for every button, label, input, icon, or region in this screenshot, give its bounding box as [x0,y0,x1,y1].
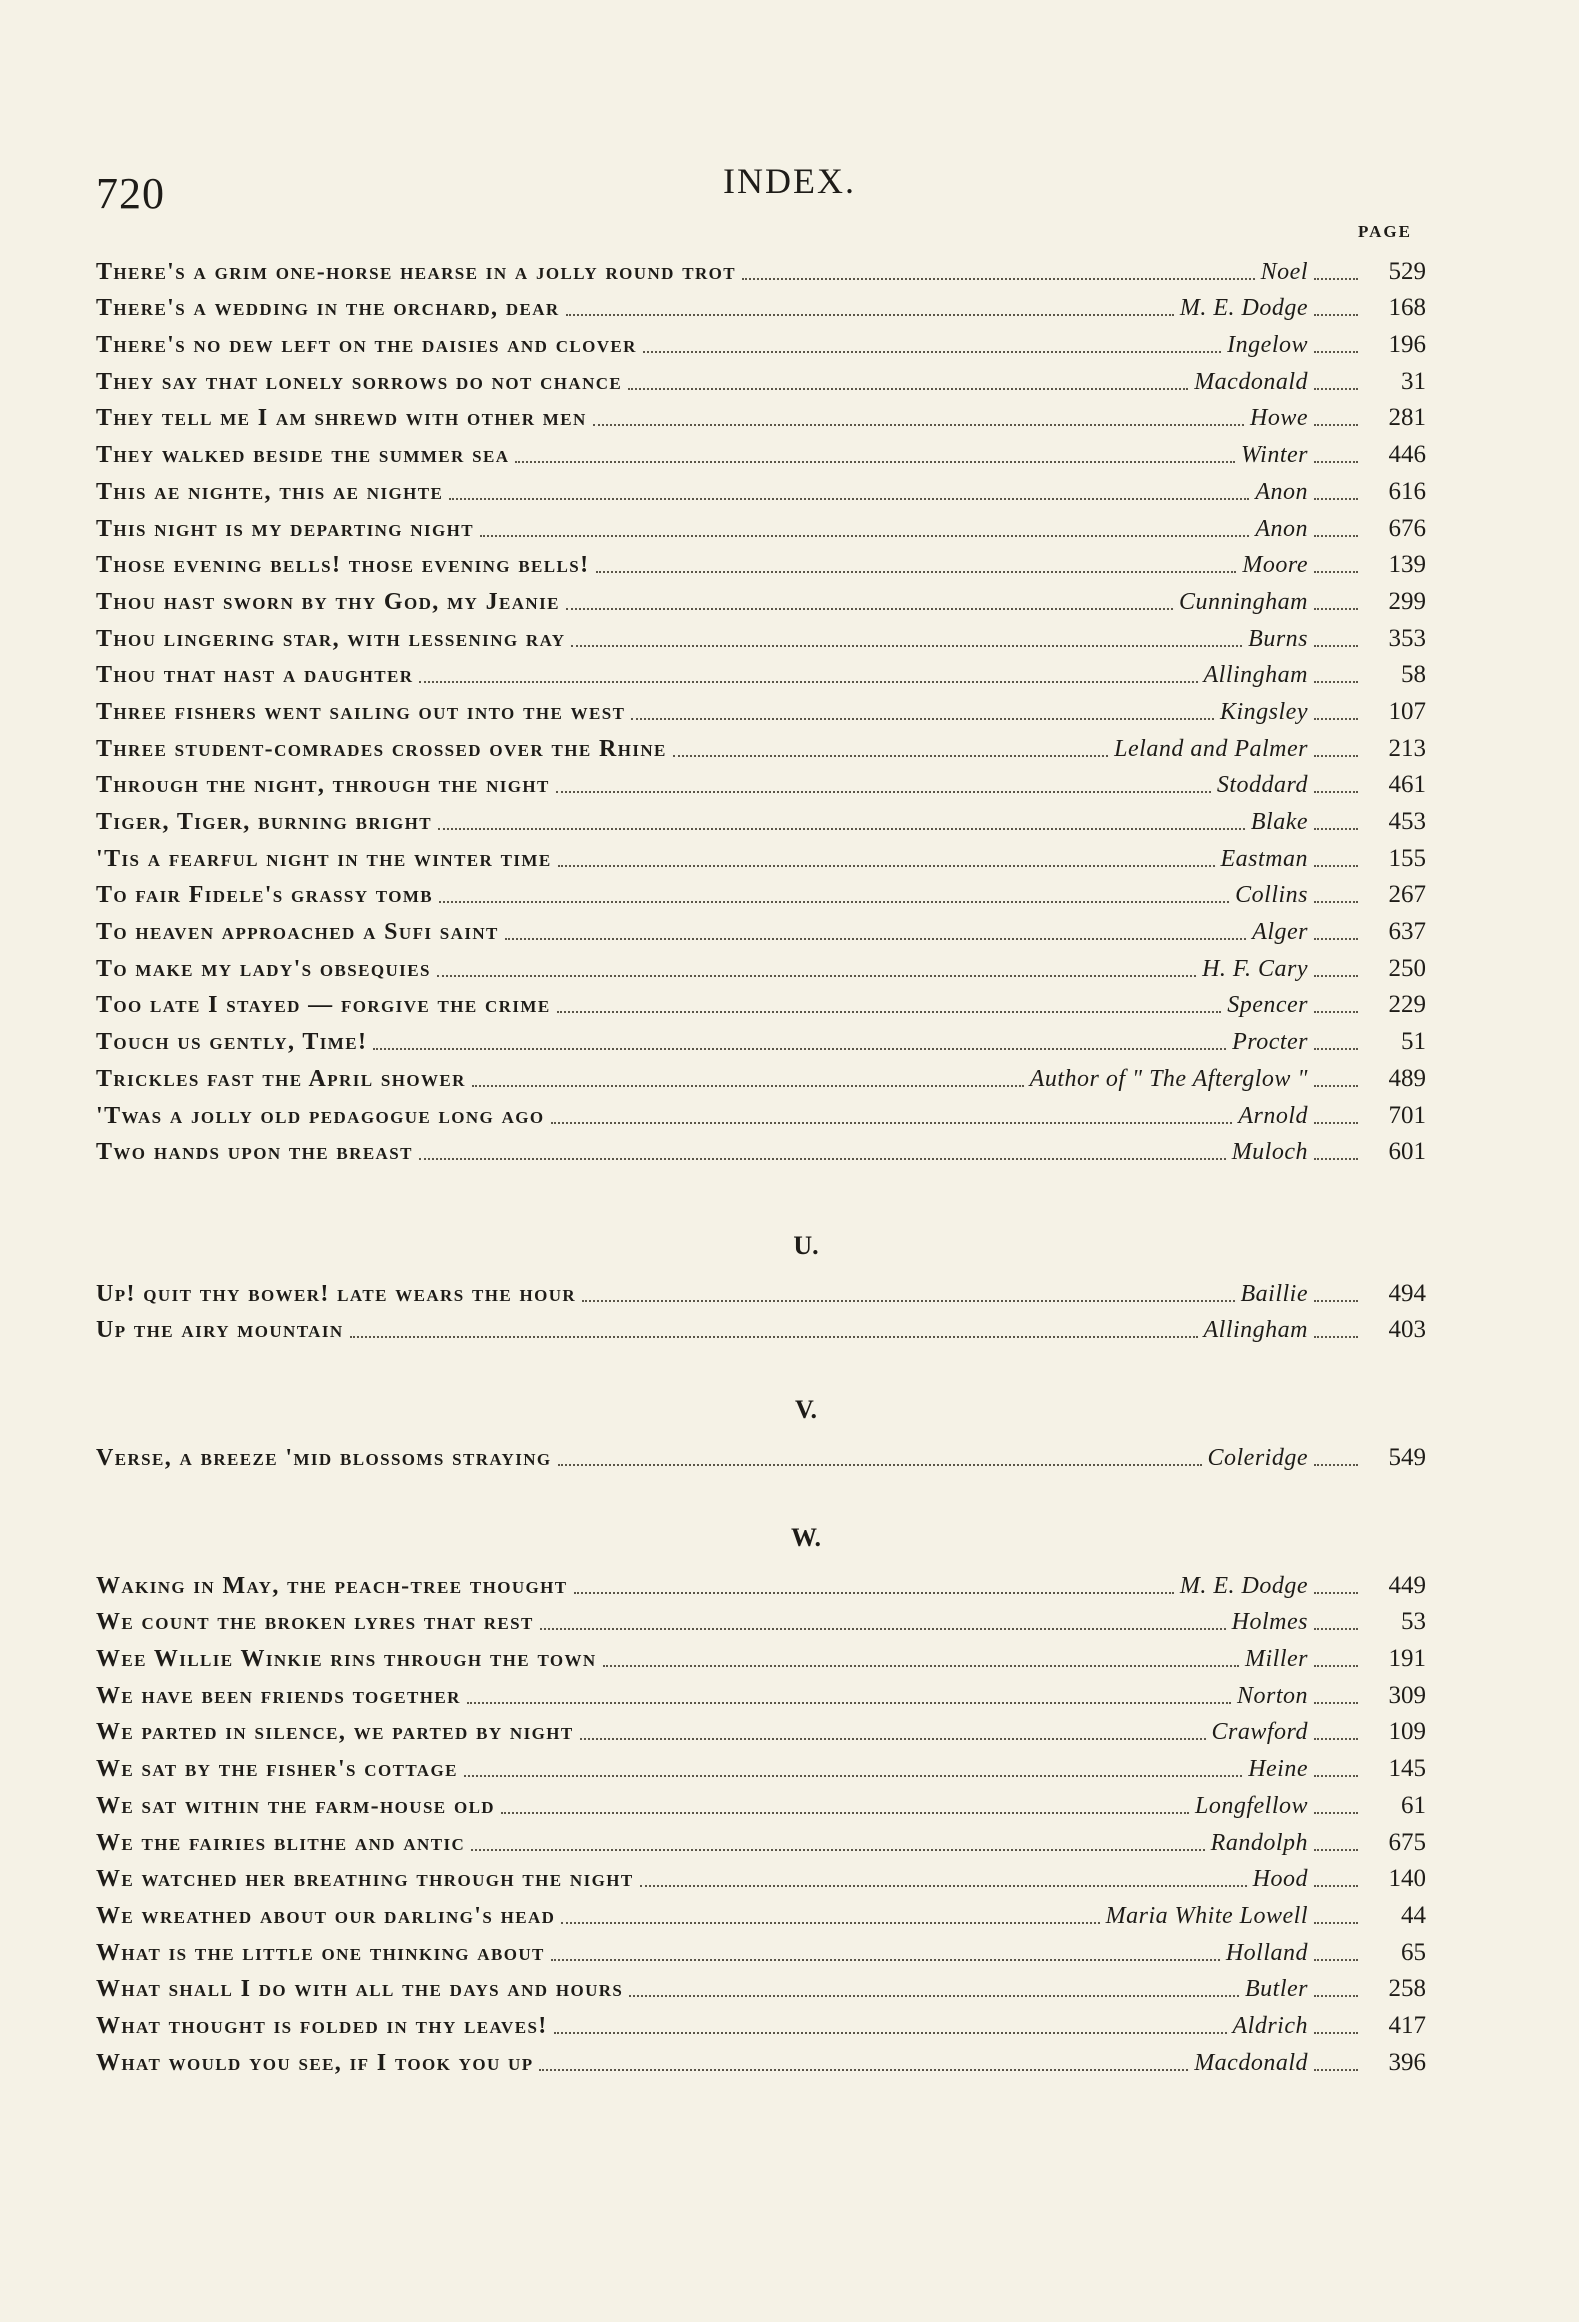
entry-first-line: Trickles fast the April shower [96,1065,466,1092]
entry-author: Miller [1245,1646,1308,1673]
entry-page-number: 109 [1388,1718,1426,1746]
entry-first-line: What thought is folded in thy leaves! [96,2012,548,2039]
entry-first-line: Three fishers went sailing out into the west [96,698,626,725]
index-entry [96,397,1426,434]
dot-leader [580,1738,1206,1740]
entry-first-line: Two hands upon the breast [96,1139,413,1166]
dot-leader-short [1314,2032,1358,2034]
entry-author: Butler [1245,1976,1308,2003]
entry-author: Collins [1235,882,1308,909]
entry-page-number: 453 [1388,808,1426,835]
entry-first-line: Three student-comrades crossed over the Rhine [96,735,667,762]
entry-page-number: 446 [1388,441,1426,469]
entry-author: Eastman [1220,845,1308,872]
index-entry [96,1711,1426,1748]
dot-leader-short [1314,901,1358,903]
index-entry [96,837,1426,874]
dot-leader [551,1122,1233,1124]
dot-leader [449,498,1249,500]
entry-page-number: 676 [1388,514,1426,542]
entry-author: Norton [1236,1682,1308,1709]
index-entry [96,1747,1426,1784]
entry-page-number: 65 [1401,1938,1426,1966]
entry-author: Crawford [1211,1719,1308,1746]
dot-leader [603,1665,1239,1667]
dot-leader [438,828,1245,830]
section-w [96,1518,1426,2078]
entry-page-number: 299 [1388,587,1426,615]
dot-leader [472,1085,1024,1087]
entry-author: H. F. Cary [1202,955,1308,982]
dot-leader-short [1314,498,1358,500]
entry-page-number: 281 [1388,404,1426,432]
entry-author: Author of " The Afterglow " [1029,1065,1308,1092]
dot-leader [539,2069,1188,2071]
entry-first-line: Tiger, Tiger, burning bright [96,809,432,835]
entry-page-number: 168 [1388,294,1426,322]
entry-first-line: Those evening bells! those evening bells! [96,552,590,579]
entry-first-line: They say that lonely sorrows do not chance [96,368,623,395]
entry-author: Procter [1232,1029,1308,1056]
dot-leader-short [1314,388,1358,390]
dot-leader-short [1314,1849,1358,1851]
dot-leader [582,1300,1234,1302]
dot-leader-short [1314,314,1358,316]
entry-author: Hood [1252,1866,1308,1893]
entry-page-number: 31 [1401,367,1426,395]
dot-leader [631,718,1214,720]
entry-author: Allingham [1203,662,1308,689]
entry-page-number: 51 [1401,1028,1426,1056]
dot-leader-short [1314,1122,1358,1124]
entry-first-line: What shall I do with all the days and hours [96,1976,624,2003]
entry-page-number: 107 [1388,697,1426,725]
entry-first-line: 'Twas a jolly old pedagogue long ago [96,1102,545,1129]
dot-leader [558,1464,1202,1466]
entry-author: Howe [1250,405,1308,432]
dot-leader-short [1314,1665,1358,1667]
entry-page-number: 396 [1388,2048,1426,2076]
entry-author: Noel [1260,258,1308,285]
page-number: 720 [96,169,165,218]
entry-author: Anon [1255,478,1308,505]
dot-leader-short [1314,1464,1358,1466]
index-entry [96,1131,1426,1168]
dot-leader [561,1922,1099,1924]
index-entry [96,2041,1426,2078]
index-entry [96,764,1426,801]
index-entry [96,470,1426,507]
dot-leader [628,388,1188,390]
entry-first-line: 'Tis a fearful night in the winter time [96,845,552,872]
index-entry [96,1057,1426,1094]
entry-first-line: We watched her breathing through the night [96,1866,634,1893]
dot-leader-short [1314,1738,1358,1740]
dot-leader-short [1314,351,1358,353]
entry-first-line: Touch us gently, Time! [96,1029,368,1056]
dot-leader [515,461,1235,463]
index-entry [96,1309,1426,1346]
entry-page-number: 309 [1388,1681,1426,1709]
index-entry [96,727,1426,764]
entry-first-line: Up the airy mountain [96,1317,344,1344]
entry-first-line: This ae nighte, this ae nighte [96,478,444,505]
index-entry [96,1931,1426,1968]
entry-first-line: What is the little one thinking about [96,1939,545,1966]
section-u [96,1226,1426,1345]
dot-leader-short [1314,571,1358,573]
index-entry [96,580,1426,617]
entry-first-line: Thou lingering star, with lessening ray [96,625,566,652]
entry-page-number: 675 [1388,1828,1426,1856]
entry-author: Heine [1248,1756,1308,1783]
entry-author: Aldrich [1232,2012,1308,2039]
dot-leader [571,645,1242,647]
index-entry [96,287,1426,324]
entry-first-line: Through the night, through the night [96,772,550,799]
dot-leader-short [1314,1628,1358,1630]
dot-leader [643,351,1221,353]
dot-leader-short [1314,1922,1358,1924]
entry-first-line: To heaven approached a Sufi saint [96,919,499,946]
entry-first-line: They walked beside the summer sea [96,442,510,469]
entry-first-line: Waking in May, the peach-tree thought [96,1572,568,1599]
index-entry [96,874,1426,911]
dot-leader [554,2032,1227,2034]
entry-first-line: We parted in silence, we parted by night [96,1719,574,1746]
entry-author: Moore [1242,552,1308,579]
index-entry [96,2004,1426,2041]
entry-first-line: We wreathed about our darling's head [96,1902,556,1929]
dot-leader [558,865,1215,867]
entry-page-number: 267 [1388,881,1426,909]
dot-leader-short [1314,1702,1358,1704]
entry-first-line: What would you see, if I took you up [96,2049,534,2076]
dot-leader-short [1314,1995,1358,1997]
entry-first-line: Thou that hast a daughter [96,662,414,689]
entry-author: Macdonald [1194,368,1308,395]
index-entry [96,1968,1426,2005]
entry-page-number: 61 [1401,1791,1426,1819]
index-entry [96,947,1426,984]
index-entry [96,1094,1426,1131]
dot-leader [556,791,1211,793]
index-entry [96,690,1426,727]
dot-leader-short [1314,1592,1358,1594]
index-entry [96,1821,1426,1858]
dot-leader-short [1314,681,1358,683]
entry-first-line: They tell me I am shrewd with other men [96,405,587,432]
dot-leader [350,1336,1198,1338]
index-entry [96,910,1426,947]
section-letter-v: V. [795,1395,817,1424]
dot-leader [566,314,1174,316]
dot-leader-short [1314,461,1358,463]
entry-first-line: There's a wedding in the orchard, dear [96,295,560,322]
dot-leader-short [1314,791,1358,793]
entry-author: Stoddard [1216,772,1308,799]
index-entry [96,323,1426,360]
entry-first-line: To make my lady's obsequies [96,955,431,982]
entry-page-number: 549 [1388,1443,1426,1471]
entry-author: Kingsley [1220,698,1308,725]
dot-leader [540,1628,1226,1630]
dot-leader-short [1314,424,1358,426]
entry-author: Baillie [1240,1280,1308,1307]
dot-leader-short [1314,755,1358,757]
dot-leader-short [1314,975,1358,977]
entry-page-number: 258 [1388,1975,1426,2003]
entry-author: Maria White Lowell [1105,1902,1308,1929]
entry-author: Holmes [1231,1609,1308,1636]
index-entry [96,1637,1426,1674]
entry-first-line: We sat by the fisher's cottage [96,1756,458,1783]
index-entry [96,1601,1426,1638]
entry-first-line: We sat within the farm-house old [96,1792,495,1819]
index-entry [96,984,1426,1021]
section-v [96,1390,1426,1473]
index-entry [96,1564,1426,1601]
dot-leader [673,755,1108,757]
dot-leader-short [1314,278,1358,280]
entry-author: Longfellow [1194,1792,1308,1819]
dot-leader-short [1314,1775,1358,1777]
index-entry [96,1894,1426,1931]
entry-author: Macdonald [1194,2049,1308,2076]
entry-page-number: 461 [1388,771,1426,799]
entry-page-number: 155 [1388,844,1426,872]
entry-author: Ingelow [1227,332,1308,359]
entry-author: M. E. Dodge [1179,295,1308,322]
dot-leader-short [1314,938,1358,940]
dot-leader-short [1314,1300,1358,1302]
dot-leader [593,424,1244,426]
entry-first-line: We have been friends together [96,1682,461,1709]
dot-leader [501,1812,1189,1814]
dot-leader-short [1314,608,1358,610]
dot-leader [437,975,1196,977]
entry-page-number: 250 [1388,954,1426,982]
dot-leader [471,1849,1205,1851]
entry-first-line: We the fairies blithe and antic [96,1829,466,1856]
dot-leader-short [1314,645,1358,647]
entry-page-number: 616 [1388,477,1426,505]
dot-leader-short [1314,1011,1358,1013]
index-entry [96,1436,1426,1473]
entry-first-line: Wee Willie Winkie rins through the town [96,1646,597,1673]
entry-page-number: 196 [1388,331,1426,359]
index-entry [96,1020,1426,1057]
entry-author: Muloch [1231,1139,1308,1166]
entry-page-number: 489 [1388,1064,1426,1092]
entry-page-number: 417 [1388,2011,1426,2039]
entry-first-line: Up! quit thy bower! late wears the hour [96,1280,577,1307]
dot-leader [640,1885,1247,1887]
entry-author: Holland [1225,1939,1308,1966]
entry-author: Allingham [1203,1317,1308,1344]
entry-page-number: 353 [1388,624,1426,652]
dot-leader [574,1592,1174,1594]
entry-author: M. E. Dodge [1179,1572,1308,1599]
dot-leader-short [1314,865,1358,867]
dot-leader-short [1314,1336,1358,1338]
entry-author: Anon [1255,515,1308,542]
dot-leader [419,681,1197,683]
entry-first-line: We count the broken lyres that rest [96,1609,534,1636]
page-column-label: PAGE [1358,222,1412,241]
entry-author: Winter [1241,442,1308,469]
entry-first-line: To fair Fidele's grassy tomb [96,882,434,909]
index-entry [96,1272,1426,1309]
entry-page-number: 213 [1388,734,1426,762]
entry-page-number: 701 [1388,1101,1426,1129]
dot-leader-short [1314,1812,1358,1814]
entry-author: Coleridge [1207,1444,1308,1471]
index-entry [96,250,1426,287]
index-entry [96,654,1426,691]
entry-author: Leland and Palmer [1114,735,1308,762]
dot-leader [373,1048,1226,1050]
entry-author: Cunningham [1178,588,1308,615]
dot-leader [467,1702,1231,1704]
entry-author: Blake [1250,809,1308,835]
entry-first-line: Verse, a breeze 'mid blossoms straying [96,1444,552,1471]
index-entry [96,544,1426,581]
entry-first-line: There's no dew left on the daisies and clover [96,332,637,359]
index-entry [96,433,1426,470]
dot-leader [419,1158,1226,1160]
entry-page-number: 145 [1388,1755,1426,1783]
index-entry [96,507,1426,544]
index-entry [96,1858,1426,1895]
entry-first-line: There's a grim one-horse hearse in a jolly round trot [96,258,736,285]
dot-leader-short [1314,1085,1358,1087]
entry-first-line: This night is my departing night [96,515,474,542]
dot-leader-short [1314,2069,1358,2071]
entry-author: Randolph [1210,1829,1308,1856]
entry-page-number: 139 [1388,551,1426,579]
entry-page-number: 140 [1388,1865,1426,1893]
section-t [96,250,1426,1167]
index-entry [96,1674,1426,1711]
entry-author: Burns [1248,625,1308,652]
dot-leader [566,608,1173,610]
entry-page-number: 494 [1388,1279,1426,1307]
entry-page-number: 529 [1388,257,1426,285]
index-entry [96,800,1426,837]
index-entry [96,360,1426,397]
section-letter-u: U. [793,1231,819,1260]
dot-leader [557,1011,1222,1013]
dot-leader [464,1775,1242,1777]
running-head-title: INDEX. [723,161,856,201]
dot-leader-short [1314,1959,1358,1961]
entry-first-line: Too late I stayed — forgive the crime [96,992,551,1019]
entry-page-number: 229 [1388,991,1426,1019]
entry-page-number: 601 [1388,1138,1426,1166]
entry-page-number: 449 [1388,1571,1426,1599]
entry-first-line: Thou hast sworn by thy God, my Jeanie [96,588,560,615]
dot-leader [551,1959,1220,1961]
dot-leader-short [1314,1048,1358,1050]
entry-page-number: 403 [1388,1316,1426,1344]
dot-leader [629,1995,1239,1997]
index-entry [96,617,1426,654]
dot-leader [742,278,1255,280]
dot-leader-short [1314,535,1358,537]
section-letter-w: W. [790,1523,822,1552]
dot-leader-short [1314,828,1358,830]
entry-author: Alger [1252,919,1308,946]
dot-leader [480,535,1249,537]
entry-author: Arnold [1238,1102,1308,1129]
dot-leader-short [1314,1158,1358,1160]
entry-page-number: 191 [1388,1645,1426,1673]
entry-page-number: 53 [1401,1608,1426,1636]
entry-page-number: 637 [1388,918,1426,946]
entry-author: Spencer [1227,992,1308,1019]
dot-leader-short [1314,1885,1358,1887]
dot-leader [439,901,1229,903]
entry-page-number: 44 [1401,1901,1426,1929]
entry-page-number: 58 [1401,661,1426,689]
dot-leader [505,938,1246,940]
dot-leader-short [1314,718,1358,720]
index-entry [96,1784,1426,1821]
dot-leader [596,571,1237,573]
